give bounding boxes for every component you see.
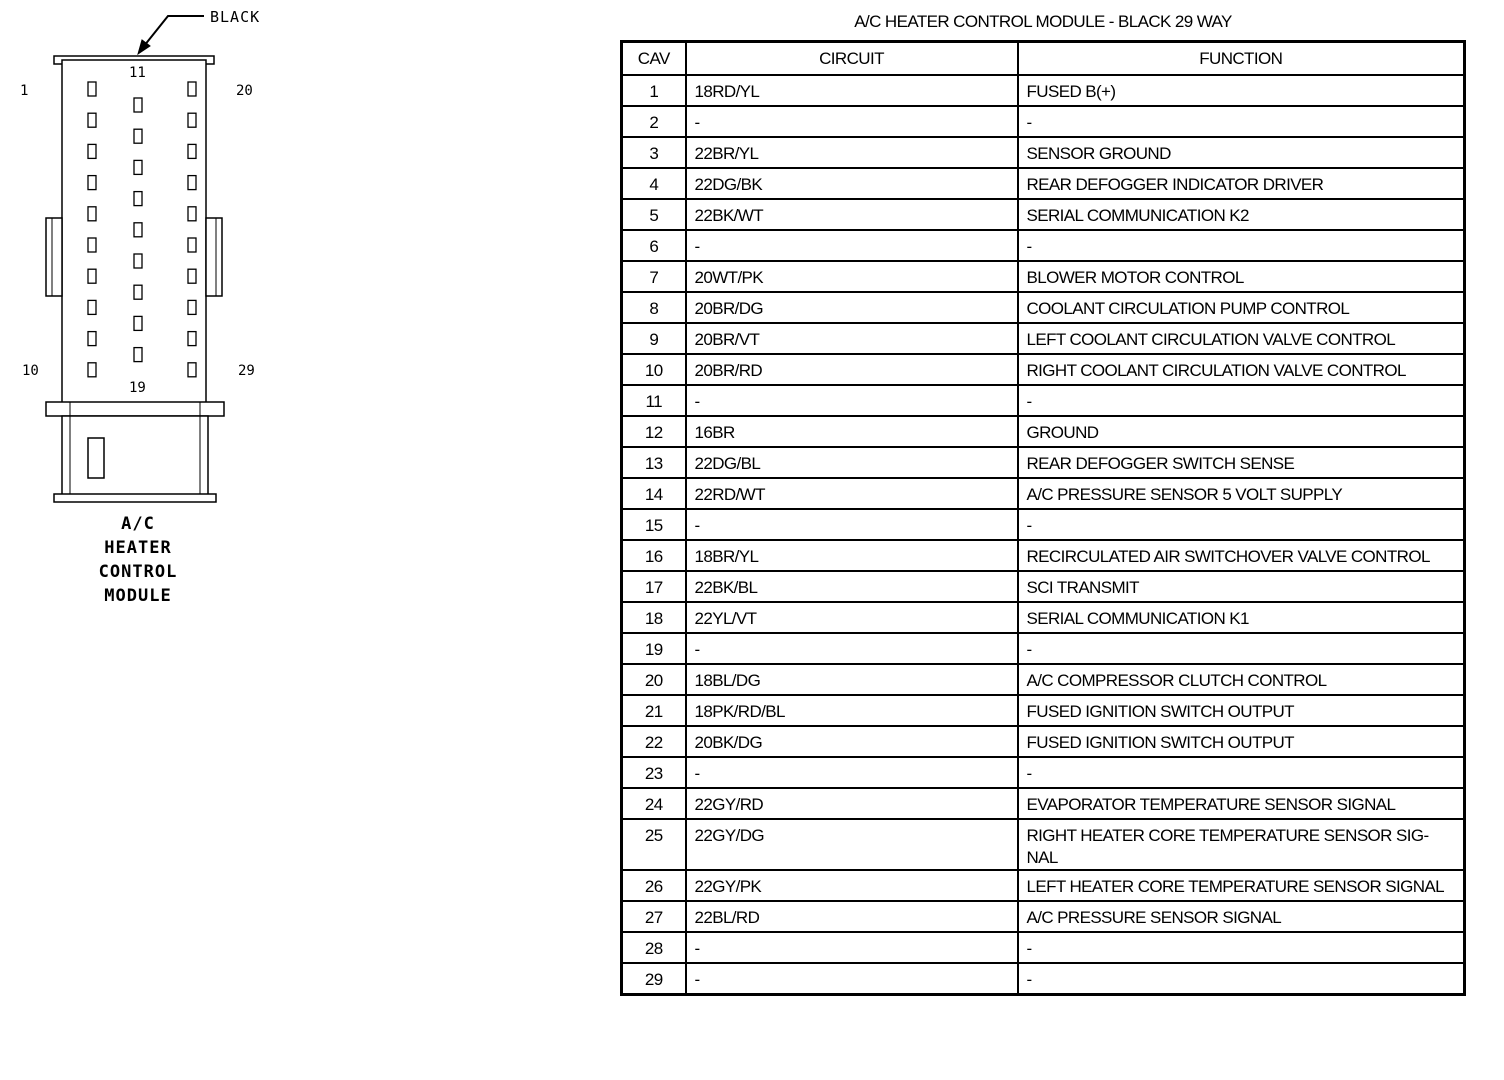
cell-function: REAR DEFOGGER SWITCH SENSE (1018, 447, 1465, 478)
cell-function: - (1018, 757, 1465, 788)
table-body (622, 75, 1465, 994)
table-row (622, 932, 1465, 963)
cavity (188, 176, 196, 190)
cell-circuit: 22DG/BL (686, 447, 1018, 478)
cell-circuit: 20BR/VT (686, 323, 1018, 354)
table-row (622, 664, 1465, 695)
cell-circuit: 22RD/WT (686, 478, 1018, 509)
cell-cav: 15 (622, 509, 686, 540)
cell-cav: 3 (622, 137, 686, 168)
cell-circuit: 22GY/RD (686, 788, 1018, 819)
connector-lower-skirt (62, 416, 208, 496)
cell-cav: 28 (622, 932, 686, 963)
table-row (622, 199, 1465, 230)
cell-function: RECIRCULATED AIR SWITCHOVER VALVE CONTROL (1018, 540, 1465, 571)
table-row (622, 447, 1465, 478)
cell-circuit: 22BK/WT (686, 199, 1018, 230)
table-row (622, 540, 1465, 571)
cell-cav: 25 (622, 819, 686, 870)
cell-function: SCI TRANSMIT (1018, 571, 1465, 602)
cavity (188, 269, 196, 283)
table-row (622, 323, 1465, 354)
cell-function: LEFT HEATER CORE TEMPERATURE SENSOR SIGNAL (1018, 870, 1465, 901)
cell-circuit: 16BR (686, 416, 1018, 447)
table-row (622, 571, 1465, 602)
cell-function: - (1018, 633, 1465, 664)
cavity (188, 207, 196, 221)
cell-cav: 7 (622, 261, 686, 292)
table-row (622, 168, 1465, 199)
cavity (88, 176, 96, 190)
cell-cav: 29 (622, 963, 686, 994)
cell-circuit: 22GY/DG (686, 819, 1018, 870)
cell-circuit: 22BL/RD (686, 901, 1018, 932)
cell-function: - (1018, 385, 1465, 416)
header-circuit: CIRCUIT (686, 42, 1018, 76)
cell-function: GROUND (1018, 416, 1465, 447)
cavity (134, 316, 142, 330)
table-row (622, 788, 1465, 819)
cell-cav: 26 (622, 870, 686, 901)
cell-circuit: 20BK/DG (686, 726, 1018, 757)
module-name-line: MODULE (104, 586, 172, 606)
cell-cav: 19 (622, 633, 686, 664)
cell-function: A/C COMPRESSOR CLUTCH CONTROL (1018, 664, 1465, 695)
pin-number-top-center: 11 (129, 65, 146, 81)
table-row (622, 757, 1465, 788)
table-row (622, 633, 1465, 664)
header-function: FUNCTION (1018, 42, 1465, 76)
cavity (188, 363, 196, 377)
cell-function: SERIAL COMMUNICATION K1 (1018, 602, 1465, 633)
cavity (188, 82, 196, 96)
cell-circuit: 22DG/BK (686, 168, 1018, 199)
cell-cav: 14 (622, 478, 686, 509)
module-name-line: A/C (121, 514, 155, 534)
connector-diagram (0, 0, 300, 620)
cavity (88, 269, 96, 283)
cell-cav: 4 (622, 168, 686, 199)
table-row (622, 292, 1465, 323)
cell-function: A/C PRESSURE SENSOR SIGNAL (1018, 901, 1465, 932)
cell-function: LEFT COOLANT CIRCULATION VALVE CONTROL (1018, 323, 1465, 354)
cavity (134, 98, 142, 112)
pin-number-top-left: 1 (20, 83, 29, 99)
table-row (622, 261, 1465, 292)
table-row (622, 870, 1465, 901)
table-row (622, 509, 1465, 540)
table-row (622, 726, 1465, 757)
cell-function: - (1018, 932, 1465, 963)
cell-function: RIGHT COOLANT CIRCULATION VALVE CONTROL (1018, 354, 1465, 385)
cell-circuit: - (686, 385, 1018, 416)
table-title: A/C HEATER CONTROL MODULE - BLACK 29 WAY (854, 12, 1232, 31)
cell-cav: 22 (622, 726, 686, 757)
cell-function: COOLANT CIRCULATION PUMP CONTROL (1018, 292, 1465, 323)
cell-circuit: 22GY/PK (686, 870, 1018, 901)
cell-cav: 27 (622, 901, 686, 932)
cell-cav: 11 (622, 385, 686, 416)
connector-key-slot (88, 438, 104, 478)
cell-cav: 24 (622, 788, 686, 819)
table-row (622, 416, 1465, 447)
cell-function: RIGHT HEATER CORE TEMPERATURE SENSOR SIG- NAL (1018, 819, 1465, 870)
cell-cav: 6 (622, 230, 686, 261)
cell-circuit: 22BR/YL (686, 137, 1018, 168)
connector-face-drawing (0, 0, 300, 510)
cavity (134, 254, 142, 268)
cell-function: FUSED IGNITION SWITCH OUTPUT (1018, 726, 1465, 757)
table-row (622, 819, 1465, 870)
pin-number-bottom-center: 19 (129, 380, 146, 396)
cavity (88, 300, 96, 314)
cavity (88, 144, 96, 158)
module-name-label (78, 512, 198, 608)
cell-cav: 18 (622, 602, 686, 633)
callout-leader-line (144, 16, 204, 46)
cell-function: BLOWER MOTOR CONTROL (1018, 261, 1465, 292)
cell-circuit: - (686, 106, 1018, 137)
cell-circuit: - (686, 932, 1018, 963)
table-row (622, 602, 1465, 633)
cavity (134, 348, 142, 362)
cell-cav: 20 (622, 664, 686, 695)
cell-function: - (1018, 106, 1465, 137)
cavity (188, 300, 196, 314)
table-row (622, 695, 1465, 726)
cavity (88, 207, 96, 221)
cavity (188, 238, 196, 252)
cell-circuit: - (686, 757, 1018, 788)
cavity (88, 82, 96, 96)
connector-bottom-foot (54, 494, 216, 502)
table-row (622, 385, 1465, 416)
cell-cav: 12 (622, 416, 686, 447)
cell-function: REAR DEFOGGER INDICATOR DRIVER (1018, 168, 1465, 199)
cell-function: - (1018, 509, 1465, 540)
cavity (88, 332, 96, 346)
table-row (622, 230, 1465, 261)
cell-circuit: 18PK/RD/BL (686, 695, 1018, 726)
pin-number-bottom-right: 29 (238, 363, 255, 379)
cell-cav: 13 (622, 447, 686, 478)
cell-function: - (1018, 963, 1465, 994)
connector-color-callout: BLACK (210, 8, 261, 26)
cell-cav: 2 (622, 106, 686, 137)
pinout-table (620, 40, 1466, 996)
cell-cav: 17 (622, 571, 686, 602)
cell-function: SENSOR GROUND (1018, 137, 1465, 168)
table-row (622, 137, 1465, 168)
cell-cav: 21 (622, 695, 686, 726)
cell-cav: 10 (622, 354, 686, 385)
cavity (88, 238, 96, 252)
cell-cav: 23 (622, 757, 686, 788)
cavity (88, 113, 96, 127)
cell-function: A/C PRESSURE SENSOR 5 VOLT SUPPLY (1018, 478, 1465, 509)
cell-circuit: 22BK/BL (686, 571, 1018, 602)
cavity (134, 223, 142, 237)
cell-circuit: - (686, 509, 1018, 540)
connector-shoulder (46, 402, 224, 416)
table-header-row (622, 42, 1465, 76)
cell-circuit: - (686, 963, 1018, 994)
cell-function: FUSED B(+) (1018, 75, 1465, 106)
cell-circuit: 18RD/YL (686, 75, 1018, 106)
table-row (622, 75, 1465, 106)
cell-cav: 1 (622, 75, 686, 106)
cell-cav: 9 (622, 323, 686, 354)
cell-circuit: - (686, 230, 1018, 261)
cell-function: SERIAL COMMUNICATION K2 (1018, 199, 1465, 230)
cell-function: FUSED IGNITION SWITCH OUTPUT (1018, 695, 1465, 726)
cell-circuit: - (686, 633, 1018, 664)
module-name-line: CONTROL (98, 562, 178, 582)
cell-cav: 5 (622, 199, 686, 230)
cell-function: EVAPORATOR TEMPERATURE SENSOR SIGNAL (1018, 788, 1465, 819)
table-row (622, 106, 1465, 137)
table-row (622, 478, 1465, 509)
cavity (188, 332, 196, 346)
cavity (134, 285, 142, 299)
cell-circuit: 20BR/RD (686, 354, 1018, 385)
pin-number-top-right: 20 (236, 83, 253, 99)
cell-circuit: 22YL/VT (686, 602, 1018, 633)
module-name-line: HEATER (104, 538, 172, 558)
cell-function: - (1018, 230, 1465, 261)
cavity (88, 363, 96, 377)
header-cav: CAV (622, 42, 686, 76)
table-row (622, 901, 1465, 932)
pin-number-bottom-left: 10 (22, 363, 39, 379)
cavity (134, 129, 142, 143)
table-row (622, 963, 1465, 994)
connector-right-latch (206, 218, 222, 296)
cavity (134, 160, 142, 174)
cavity (188, 144, 196, 158)
cell-circuit: 20WT/PK (686, 261, 1018, 292)
cavity (188, 113, 196, 127)
cell-cav: 8 (622, 292, 686, 323)
cell-cav: 16 (622, 540, 686, 571)
cell-circuit: 20BR/DG (686, 292, 1018, 323)
connector-left-latch (46, 218, 62, 296)
cell-circuit: 18BL/DG (686, 664, 1018, 695)
cell-circuit: 18BR/YL (686, 540, 1018, 571)
cavity (134, 192, 142, 206)
table-row (622, 354, 1465, 385)
